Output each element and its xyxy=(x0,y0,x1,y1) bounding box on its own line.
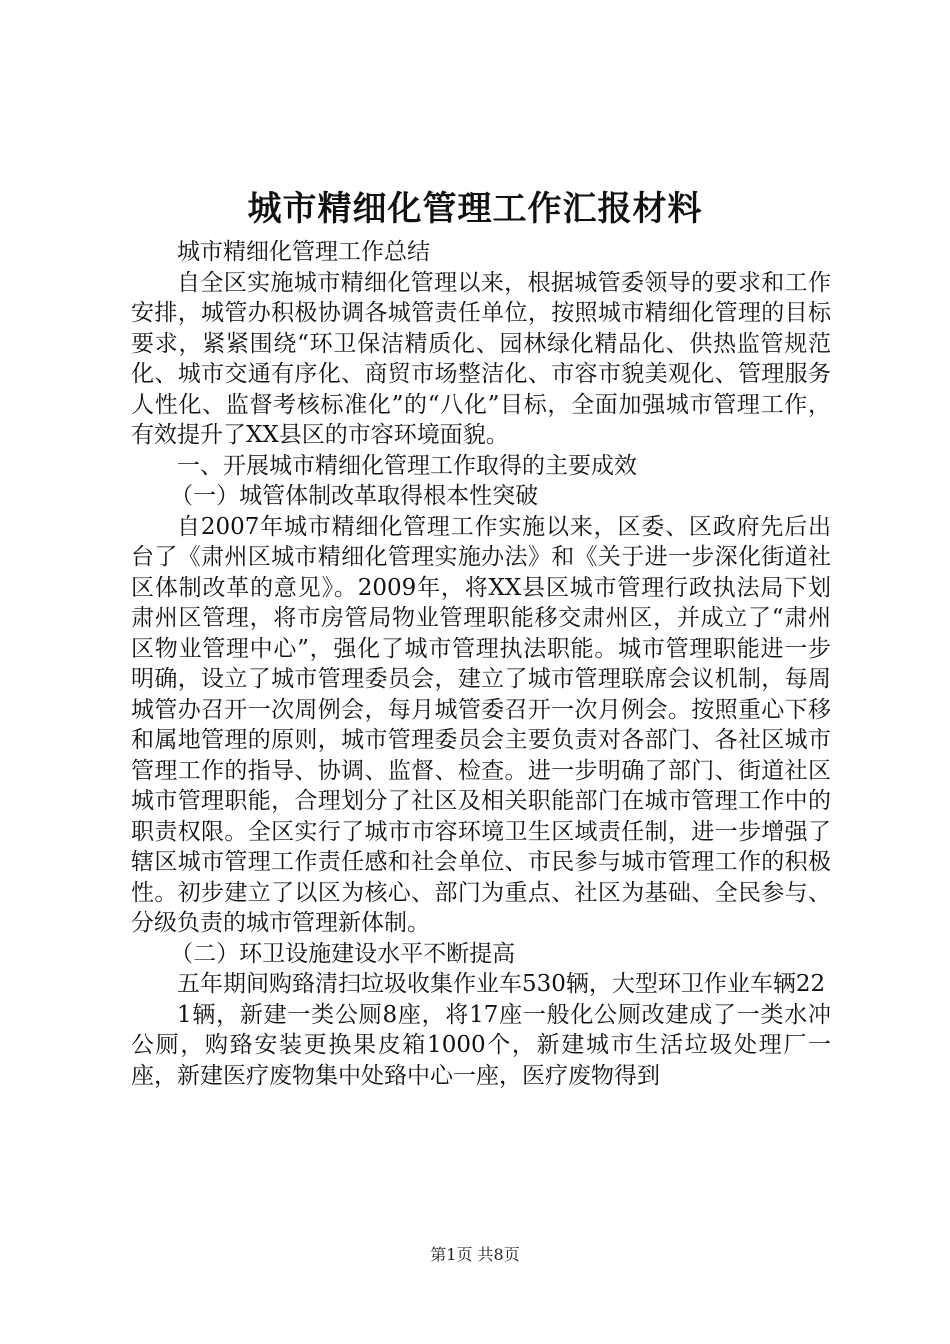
paragraph-reform: 自2007年城市精细化管理工作实施以来，区委、区政府先后出台了《肃州区城市精细化管理实施办法》和《关于进一步深化街道社区体制改革的意见》。2009年，将XX县区城市管理行政执法局下划肃州区管理，将市房管局物业管理职能移交肃州区，并成立了“肃州区物业管理中心”，强化了城市管理执法职能。城市管理职能进一步明确，设立了城市管理委员会，建立了城市管理联席会议机制，每周城管办召开一次周例会，每月城管委召开一次月例会。按照重心下移和属地管理的原则，城市管理委员会主要负责对各部门、各社区城市管理工作的指导、协调、监督、检查。进一步明确了部门、街道社区城市管理职能，合理划分了社区及相关职能部门在城市管理工作中的职责权限。全区实行了城市市容环境卫生区域责任制，进一步增强了辖区城市管理工作责任感和社会单位、市民参与城市管理工作的积极性。初步建立了以区为核心、部门为重点、社区为基础、全民参与、分级负责的城市管理新体制。 xyxy=(131,513,831,936)
document-title: 城市精细化管理工作汇报材料 xyxy=(247,189,703,229)
paragraph-intro: 自全区实施城市精细化管理以来，根据城管委领导的要求和工作安排，城管办积极协调各城管责任单位，按照城市精细化管理的目标要求，紧紧围绕“环卫保洁精质化、园林绿化精品化、供热监管规范化、城市交通有序化、商贸市场整洁化、市容市貌美观化、管理服务人性化、监督考核标准化”的“八化”目标，全面加强城市管理工作，有效提升了XX县区的市容环境面貌。 xyxy=(131,269,831,448)
section-heading-1: 一、开展城市精细化管理工作取得的主要成效 xyxy=(177,452,637,479)
document-body xyxy=(131,237,831,1091)
subsection-heading-2: （二）环卫设施建设水平不断提高 xyxy=(170,940,516,967)
subsection-heading-1: （一）城管体制改革取得根本性突破 xyxy=(170,483,539,509)
paragraph-vehicles: 五年期间购臵清扫垃圾收集作业车530辆，大型环卫作业车辆22 xyxy=(177,971,826,997)
page-number-footer: 第1页 共8页 xyxy=(430,1245,520,1264)
paragraph-facilities: 1辆，新建一类公厕8座，将17座一般化公厕改建成了一类水冲公厕，购臵安装更换果皮箱1000个，新建城市生活垃圾处理厂一座，新建医疗废物集中处臵中心一座，医疗废物得到 xyxy=(131,1001,831,1089)
document-subtitle: 城市精细化管理工作总结 xyxy=(177,239,430,265)
